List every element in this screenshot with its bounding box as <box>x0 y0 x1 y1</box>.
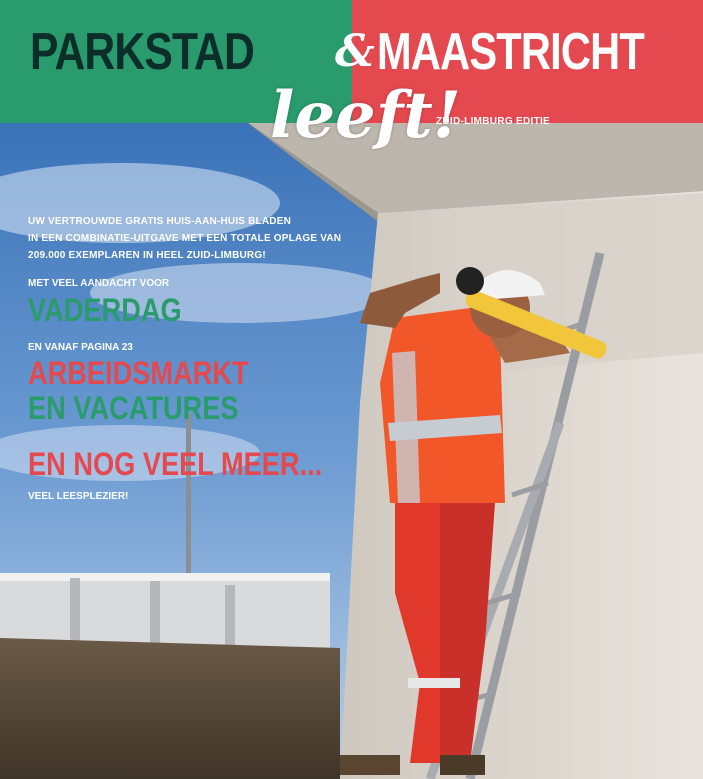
intro-line: 209.000 EXEMPLAREN IN HEEL ZUID-LIMBURG! <box>28 250 266 261</box>
masthead-title-maastricht: MAASTRICHT <box>377 23 644 81</box>
intro-line: IN EEN COMBINATIE-UITGAVE MET EEN TOTALE OPLAGE VAN <box>28 233 342 244</box>
masthead-title-parkstad: PARKSTAD <box>30 23 255 81</box>
headline-vacatures: EN VACATURES <box>28 390 239 426</box>
headline-vaderdag: VADERDAG <box>28 292 182 328</box>
intro-text <box>28 213 341 264</box>
closing-text: VEEL LEESPLEZIER! <box>28 491 129 502</box>
attention-label: MET VEEL AANDACHT VOOR <box>28 278 170 289</box>
page-reference-label: EN VANAF PAGINA 23 <box>28 342 133 353</box>
intro-line: UW VERTROUWDE GRATIS HUIS-AAN-HUIS BLADEN <box>28 216 292 227</box>
headline-arbeidsmarkt: ARBEIDSMARKT <box>28 355 249 391</box>
edition-label: ZUID-LIMBURG EDITIE <box>436 116 551 127</box>
masthead-tagline: leeft! <box>270 78 461 153</box>
headline-more: EN NOG VEEL MEER... <box>28 446 323 482</box>
masthead-ampersand: & <box>335 26 375 77</box>
